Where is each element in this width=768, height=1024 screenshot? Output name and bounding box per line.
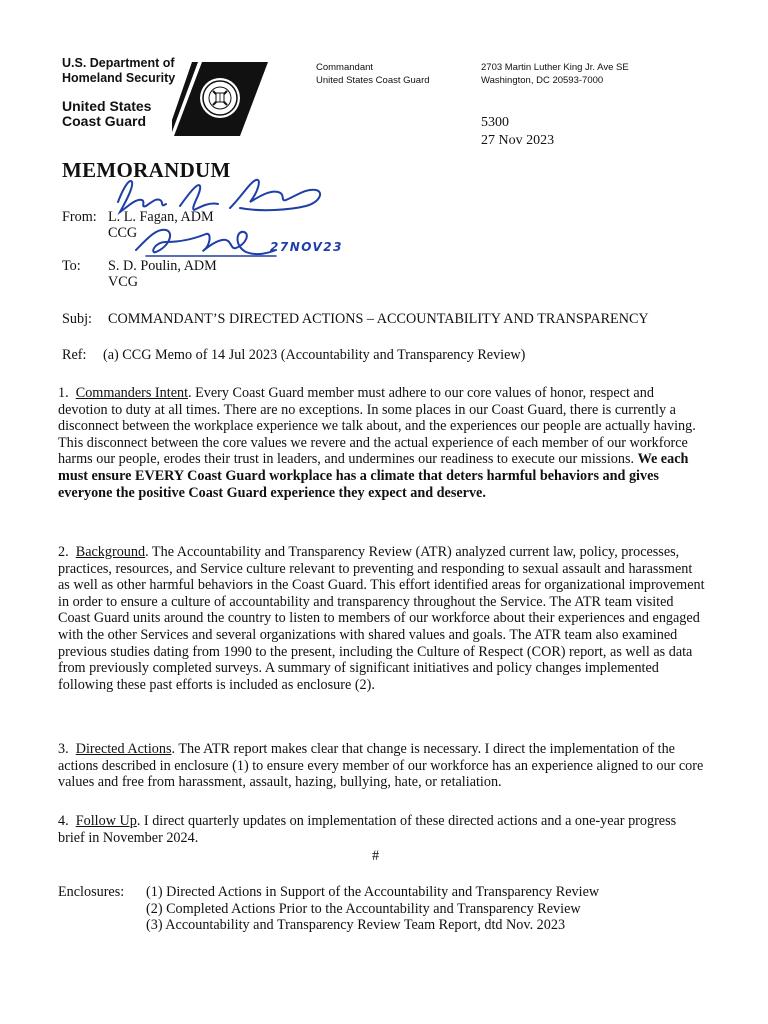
- to-label: To:: [62, 258, 81, 274]
- from-office: CCG: [108, 225, 138, 241]
- paragraph-heading: Commanders Intent: [75, 385, 189, 401]
- subject-text: COMMANDANT’S DIRECTED ACTIONS – ACCOUNTABILITY AND TRANSPARENCY: [108, 311, 649, 327]
- uscg-line-1: United States: [62, 98, 152, 114]
- paragraph-emphasis: We each must ensure EVERY Coast Guard workplace has a climate that deters harmful behaviors and gives everyone the positive Coast Guard experience they expect and deserve.: [58, 451, 689, 501]
- enclosure-item: (2) Completed Actions Prior to the Accountability and Transparency Review: [146, 900, 581, 917]
- to-name: S. D. Poulin, ADM: [108, 258, 217, 274]
- paragraph-body: . I direct quarterly updates on implementation of these directed actions and a one-year progress brief in November 2024.: [58, 813, 677, 846]
- office-line-2: United States Coast Guard: [316, 75, 430, 86]
- address-line-2: Washington, DC 20593-7000: [481, 75, 604, 86]
- originating-office: [316, 61, 430, 87]
- paragraph-number: 1.: [58, 385, 69, 401]
- paragraph-number: 4.: [58, 813, 69, 829]
- uscg-heading: [62, 99, 151, 129]
- dhs-line-1: U.S. Department of: [62, 56, 175, 70]
- enclosures-label: Enclosures:: [58, 884, 125, 900]
- subj-label: Subj:: [62, 311, 92, 327]
- from-label: From:: [62, 209, 97, 225]
- end-mark: #: [372, 848, 380, 864]
- coast-guard-emblem-icon: [172, 60, 268, 136]
- ssic-code: 5300: [481, 115, 509, 130]
- enclosure-item: (3) Accountability and Transparency Review Team Report, dtd Nov. 2023: [146, 917, 566, 934]
- paragraph-heading: Background: [75, 544, 146, 560]
- paragraph-4: [58, 813, 706, 846]
- office-line-1: Commandant: [316, 62, 374, 73]
- paragraph-1: [58, 385, 706, 501]
- paragraph-number: 3.: [58, 741, 69, 757]
- paragraph-number: 2.: [58, 544, 69, 560]
- paragraph-heading: Follow Up: [75, 813, 137, 829]
- paragraph-body: . The Accountability and Transparency Review (ATR) analyzed current law, policy, processes, practices, resources, and Service culture relevant to preventing and responding to sexual assault and harassment as well as other harmful behaviors in the Coast Guard. This effort identified areas for organizational improvement in order to ensure a culture of accountability and transparency throughout the Service. The ATR team visited Coast Guard units around the country to listen to members of our workforce about their experiences and engaged with the other Services and several organizations with shared values and goals. The ATR team also examined previous studies dating from 1990 to the present, including the Culture of Respect (COR) report, as well as data from previously completed surveys. A summary of significant initiatives and policy changes implemented following these past efforts is included as enclosure (2).: [58, 544, 705, 693]
- memo-title: MEMORANDUM: [62, 158, 231, 182]
- to-office: VCG: [108, 274, 138, 290]
- memo-date: 27 Nov 2023: [481, 133, 555, 148]
- paragraph-heading: Directed Actions: [75, 741, 172, 757]
- ssic-and-date: [481, 114, 554, 150]
- ref-label: Ref:: [62, 347, 87, 363]
- paragraph-2: [58, 544, 706, 693]
- mailing-address: [481, 61, 629, 87]
- from-name: L. L. Fagan, ADM: [108, 209, 214, 225]
- paragraph-body: . The ATR report makes clear that change is necessary. I direct the implementation of the actions described in enclosure (1) to ensure every member of our workforce has an experience aligned to our core values and free from harassment, assault, hazing, bullying, hate, or retaliation.: [58, 741, 704, 791]
- dhs-heading: [62, 56, 175, 86]
- dhs-line-2: Homeland Security: [62, 71, 176, 85]
- reference-text: (a) CCG Memo of 14 Jul 2023 (Accountability and Transparency Review): [103, 347, 526, 363]
- paragraph-body: . Every Coast Guard member must adhere to our core values of honor, respect and devotion to duty at all times. There are no exceptions. In some places in our Coast Guard, there is currently a disconnect between the workplace experience we talk about, and the experiences our people are actually having. This disconnect between the core values we revere and the actual experience of each member of our workforce harms our people, erodes their trust in leaders, and undermines our readiness to execute our missions.: [58, 385, 696, 468]
- uscg-line-2: Coast Guard: [62, 113, 147, 129]
- enclosure-item: (1) Directed Actions in Support of the Accountability and Transparency Review: [146, 884, 600, 900]
- address-line-1: 2703 Martin Luther King Jr. Ave SE: [481, 62, 629, 73]
- enclosures-list: [146, 884, 599, 934]
- paragraph-3: [58, 741, 706, 791]
- fagan-signature: [110, 172, 330, 224]
- signature-date: 27NOV23: [270, 240, 344, 254]
